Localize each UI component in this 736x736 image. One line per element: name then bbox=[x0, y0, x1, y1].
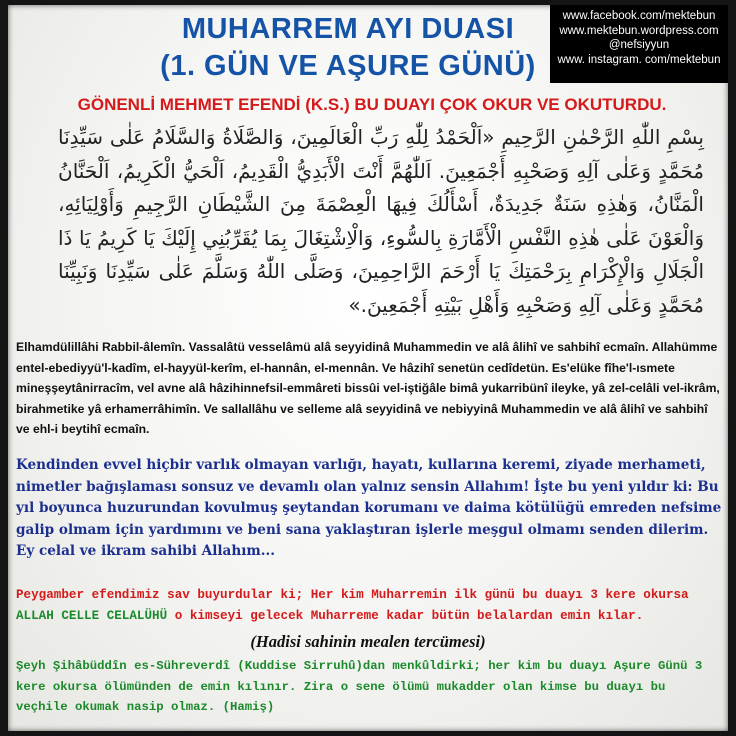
hadith-allah-highlight: ALLAH CELLE CELALÜHÜ bbox=[16, 609, 168, 623]
meaning-text: Kendinden evvel hiçbir varlık olmayan varlığı, hayatı, kullarına keremi, ziyade merhameti, nimetler bağışlaması sonsuz ve devamlı olan yalnız sensin Allahım! İşte bu yeni yıldır ki: Bu yıl boyunca huzurundan kovulmuş şeytandan korumanı ve daima kötülüğü emreden nefsime galip olmam için yardımını ve beni sana yaklaştıran işlerle meşgul olmamı senden dilerim. Ey celal ve ikram sahibi Allahım... bbox=[16, 457, 722, 560]
arabic-prayer-text: بِسْمِ اللّٰهِ الرَّحْمٰنِ الرَّحِيمِ «اَلْحَمْدُ لِلّٰهِ رَبِّ الْعَالَمِينَ، وَالصَّلَاةُ وَالسَّلَامُ عَلٰى سَيِّدِنَا مُحَمَّدٍ وَعَلٰى آلِهِ وَصَحْبِهِ أَجْمَعِينَ. اَللّٰهُمَّ أَنْتَ الْأَبَدِيُّ الْقَدِيمُ، اَلْحَيُّ الْكَرِيمُ، اَلْحَنَّانُ الْمَنَّانُ، وَهٰذِهِ سَنَةٌ جَدِيدَةٌ، أَسْأَلُكَ فِيهَا الْعِصْمَةَ مِنَ الشَّيْطَانِ الرَّجِيمِ وَأَوْلِيَائِهِ، وَالْعَوْنَ عَلٰى هٰذِهِ النَّفْسِ الْأَمَّارَةِ بِالسُّوءِ، وَالْاِشْتِغَالَ بِمَا يُقَرِّبُنِي إِلَيْكَ يَا كَرِيمُ يَا ذَا الْجَلَالِ وَالْإِكْرَامِ بِرَحْمَتِكَ يَا أَرْحَمَ الرَّاحِمِينَ، وَصَلَّى اللّٰهُ وَسَلَّمَ عَلٰى سَيِّدِنَا وَنَبِيِّنَا مُحَمَّدٍ وَعَلٰى آلِهِ وَصَحْبِهِ وَأَهْلِ بَيْتِهِ أَجْمَعِينَ.» bbox=[58, 125, 704, 317]
hadith-part-1: Peygamber efendimiz sav buyurdular ki; Her kim Muharremin ilk günü bu duayı 3 kere okursa bbox=[16, 588, 689, 602]
attribution-text: GÖNENLİ MEHMET EFENDİ (K.S.) BU DUAYI ÇOK OKUR VE OKUTURDU. bbox=[77, 95, 667, 114]
social-links-box bbox=[550, 5, 728, 83]
instagram-link[interactable]: www. instagram. com/mektebun bbox=[557, 53, 721, 66]
title-line-1: MUHARREM AYI DUASI bbox=[181, 13, 515, 45]
hadith-text bbox=[16, 585, 720, 627]
hadith-caption: (Hadisi sahinin mealen tercümesi) bbox=[250, 632, 486, 651]
wordpress-link[interactable]: www.mektebun.wordpress.com bbox=[559, 24, 719, 37]
hadith-part-3: o kimseyi gelecek Muharreme kadar bütün belalardan emin kılar. bbox=[167, 609, 644, 623]
note-text: Şeyh Şihâbüddîn es-Sühreverdî (Kuddise Sirruhû)dan menkûldirki; her kim bu duayı Aşure Günü 3 kere okursa ölümünden de emin kılınır. Zira o sene ölümü mukadder olan kimse bu duayı bu veçhile okumak nasip olmaz. (Hamiş) bbox=[16, 659, 703, 715]
title-line-2: (1. GÜN VE AŞURE GÜNÜ) bbox=[160, 50, 536, 82]
transliteration-text: Elhamdülillâhi Rabbil-âlemîn. Vassalâtü vesselâmü alâ seyyidinâ Muhammedin ve alâ âlihî ve sahbihî ecmaîn. Allahümme entel-ebediyyü'l-kadîm, el-hayyül-kerîm, el-hannân, el-mennân. Ve hâzihî senetün cedîdetün. Es'elüke fîhe'l-ısmete mineşşeytânirracîm, vel avne alâ hâzihinnefsil-emmâreti bissûi vel-iştiğâle bimâ yukarribünî ileyke, yâ zel-celâli vel-ikrâm, birahmetike yâ erhamerrâhimîn. Ve sallallâhu ve selleme alâ seyyidinâ ve nebiyyinâ Muhammedin ve alâ âlihî ve sahbihî ve ehl-i beytihî ecmaîn. bbox=[16, 340, 720, 436]
facebook-link[interactable]: www.facebook.com/mektebun bbox=[562, 10, 716, 22]
social-handle: @nefsiyyun bbox=[608, 39, 670, 51]
poster bbox=[8, 5, 728, 731]
